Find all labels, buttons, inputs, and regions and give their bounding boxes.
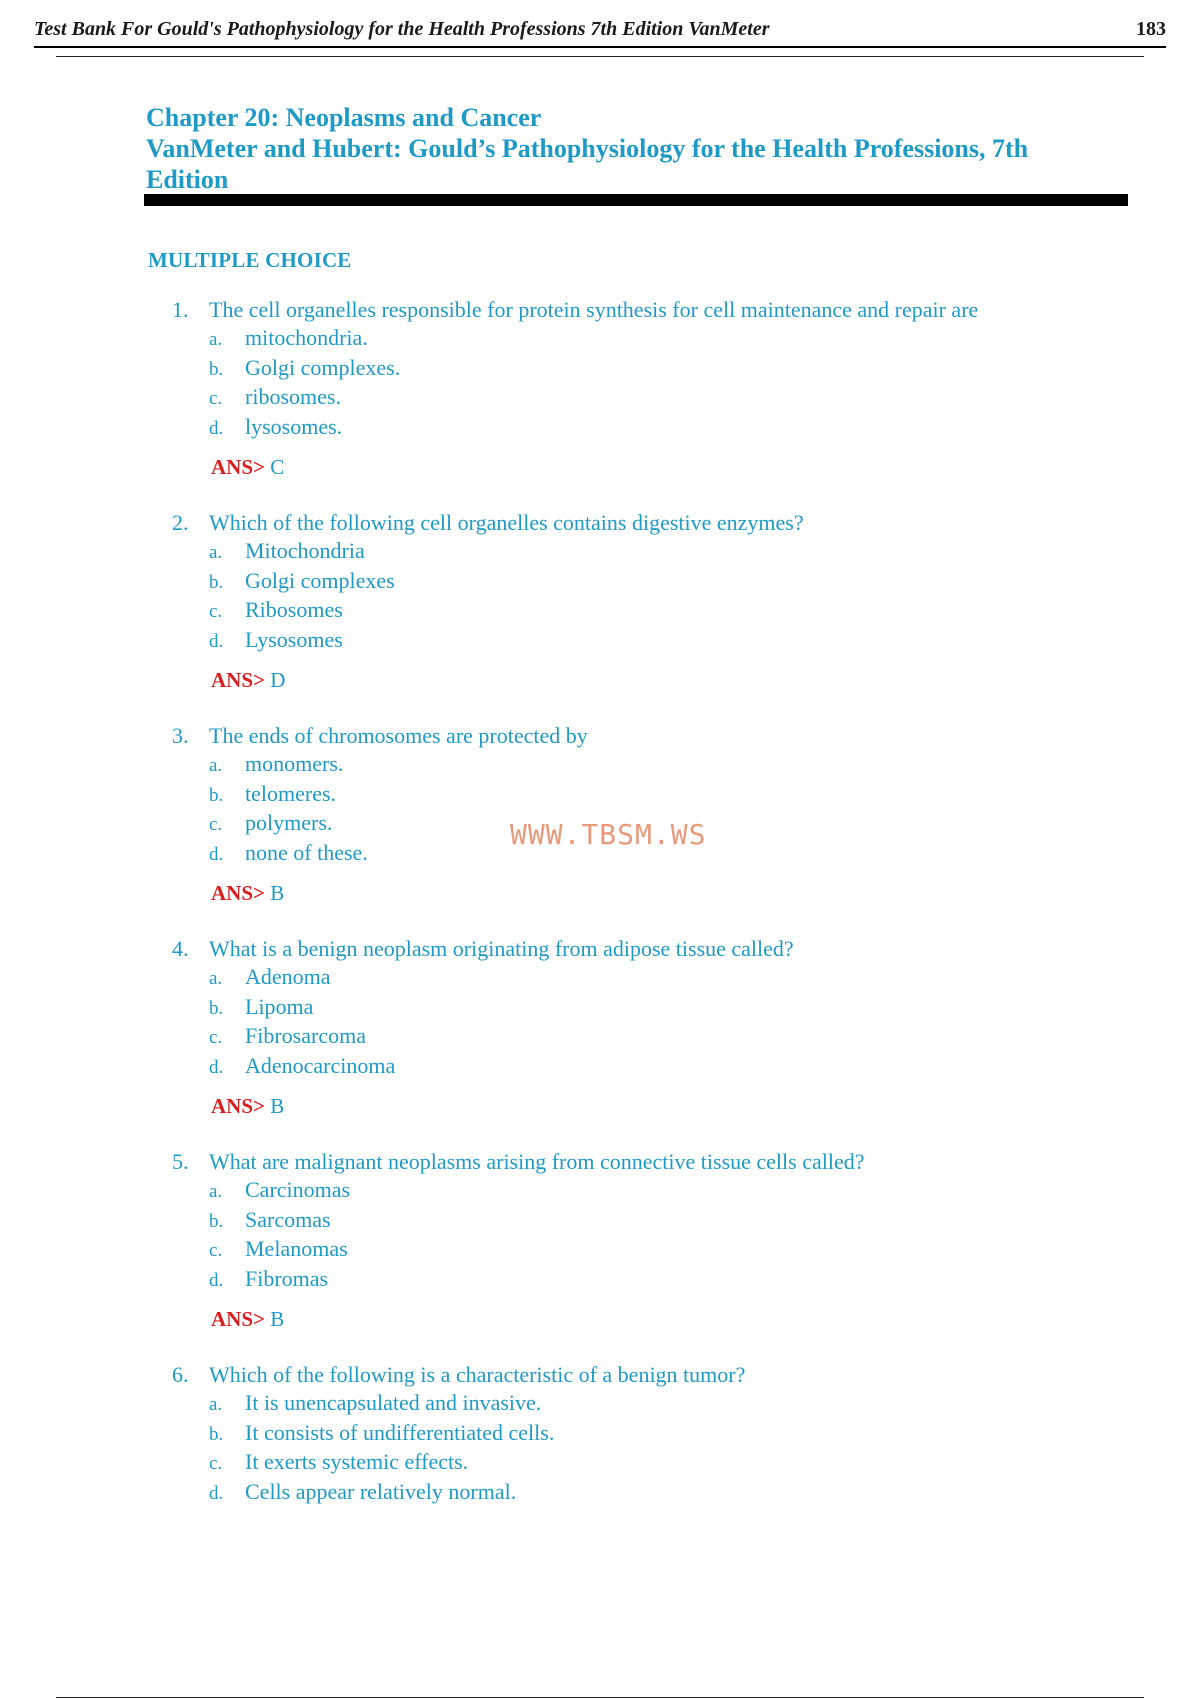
option-letter: d. (209, 630, 224, 652)
answer-value: B (270, 881, 285, 905)
option-text: polymers. (245, 810, 333, 835)
option-letter: c. (209, 1027, 223, 1048)
option-a (209, 537, 1072, 567)
question-number: 6. (172, 1362, 189, 1387)
page-number: 183 (1136, 18, 1166, 40)
answer-line (172, 1306, 1072, 1332)
question-number: 3. (172, 723, 189, 748)
question-stem (172, 296, 1072, 324)
header-divider (56, 56, 1144, 57)
running-header (34, 16, 1166, 48)
option-letter: c. (209, 1453, 223, 1474)
answer-line (172, 1093, 1072, 1119)
option-a (209, 963, 1072, 993)
option-text: It consists of undifferentiated cells. (245, 1419, 555, 1445)
book-title-line-continued: Edition (146, 165, 229, 194)
option-c (209, 1235, 1072, 1265)
option-text: monomers. (245, 751, 344, 776)
option-a (209, 750, 1072, 780)
option-c (209, 1448, 1072, 1478)
question-stem (172, 935, 1072, 963)
option-text: telomeres. (245, 780, 337, 806)
option-c (209, 383, 1072, 413)
option-text: ribosomes. (245, 384, 341, 409)
option-b (209, 354, 1072, 384)
option-letter: d. (209, 1269, 224, 1291)
option-letter: a. (209, 1394, 223, 1415)
option-text: Golgi complexes. (245, 354, 401, 380)
option-b (209, 993, 1072, 1023)
option-letter: c. (209, 601, 223, 622)
question-text: What are malignant neoplasms arising from connective tissue cells called? (209, 1149, 865, 1174)
option-d (209, 1265, 1072, 1295)
option-text: Fibrosarcoma (245, 1023, 366, 1048)
answer-line (172, 667, 1072, 693)
section-heading: MULTIPLE CHOICE (148, 248, 352, 272)
question-1 (172, 296, 1072, 480)
question-5 (172, 1148, 1072, 1332)
option-list (172, 1389, 1072, 1507)
option-text: Melanomas (245, 1236, 348, 1261)
question-text: The ends of chromosomes are protected by (209, 723, 588, 748)
book-title-line: VanMeter and Hubert: Gould’s Pathophysiology for the Health Professions, 7th (146, 134, 1029, 163)
option-letter: c. (209, 814, 223, 835)
question-stem (172, 509, 1072, 537)
option-list (172, 963, 1072, 1081)
option-letter: b. (209, 997, 224, 1019)
option-text: Cells appear relatively normal. (245, 1478, 517, 1504)
answer-line (172, 454, 1072, 480)
option-list (172, 1176, 1072, 1294)
option-letter: a. (209, 1181, 223, 1202)
option-letter: b. (209, 784, 224, 806)
answer-value: C (270, 455, 285, 479)
option-b (209, 780, 1072, 810)
question-number: 1. (172, 297, 189, 322)
option-letter: b. (209, 1423, 224, 1445)
question-3 (172, 722, 1072, 906)
question-6 (172, 1361, 1072, 1507)
answer-value: B (270, 1307, 285, 1331)
option-text: Adenoma (245, 964, 331, 989)
question-stem (172, 1148, 1072, 1176)
option-text: mitochondria. (245, 325, 368, 350)
answer-label: ANS> (211, 881, 265, 905)
option-list (172, 324, 1072, 442)
question-stem (172, 1361, 1072, 1389)
answer-value: B (270, 1094, 285, 1118)
option-text: Ribosomes (245, 597, 343, 622)
option-a (209, 324, 1072, 354)
question-2 (172, 509, 1072, 693)
question-list (172, 296, 1072, 1536)
option-list (172, 537, 1072, 655)
option-letter: d. (209, 843, 224, 865)
option-c (209, 1022, 1072, 1052)
option-letter: c. (209, 1240, 223, 1261)
chapter-divider-bar (144, 194, 1128, 206)
answer-value: D (270, 668, 286, 692)
option-text: It is unencapsulated and invasive. (245, 1390, 542, 1415)
option-a (209, 1176, 1072, 1206)
option-text: none of these. (245, 839, 368, 865)
option-text: Golgi complexes (245, 567, 395, 593)
option-d (209, 1478, 1072, 1508)
question-text: Which of the following is a characteristic of a benign tumor? (209, 1362, 746, 1387)
footer-divider (56, 1697, 1144, 1698)
question-4 (172, 935, 1072, 1119)
option-text: Mitochondria (245, 538, 365, 563)
option-text: It exerts systemic effects. (245, 1449, 469, 1474)
answer-label: ANS> (211, 1307, 265, 1331)
option-text: Lysosomes (245, 626, 343, 652)
option-letter: a. (209, 968, 223, 989)
option-text: Lipoma (245, 993, 314, 1019)
option-text: Adenocarcinoma (245, 1052, 396, 1078)
header-title: Test Bank For Gould's Pathophysiology for the Health Professions 7th Edition VanMeter (34, 18, 770, 40)
option-c (209, 596, 1072, 626)
question-number: 2. (172, 510, 189, 535)
watermark-text: WWW.TBSM.WS (510, 818, 707, 851)
option-b (209, 567, 1072, 597)
question-text: The cell organelles responsible for protein synthesis for cell maintenance and repair are (209, 297, 979, 322)
question-number: 5. (172, 1149, 189, 1174)
option-letter: b. (209, 571, 224, 593)
option-letter: d. (209, 417, 224, 439)
option-b (209, 1206, 1072, 1236)
question-number: 4. (172, 936, 189, 961)
option-letter: b. (209, 358, 224, 380)
option-text: Fibromas (245, 1265, 329, 1291)
option-letter: d. (209, 1482, 224, 1504)
option-d (209, 413, 1072, 443)
option-text: Sarcomas (245, 1206, 331, 1232)
answer-label: ANS> (211, 668, 265, 692)
question-text: Which of the following cell organelles contains digestive enzymes? (209, 510, 804, 535)
chapter-title-line: Chapter 20: Neoplasms and Cancer (146, 103, 542, 132)
question-text: What is a benign neoplasm originating from adipose tissue called? (209, 936, 794, 961)
option-letter: a. (209, 329, 223, 350)
option-letter: b. (209, 1210, 224, 1232)
answer-label: ANS> (211, 1094, 265, 1118)
option-letter: a. (209, 755, 223, 776)
option-d (209, 1052, 1072, 1082)
option-a (209, 1389, 1072, 1419)
answer-label: ANS> (211, 455, 265, 479)
option-b (209, 1419, 1072, 1449)
option-text: Carcinomas (245, 1177, 351, 1202)
chapter-title (146, 102, 1132, 195)
option-letter: a. (209, 542, 223, 563)
answer-line (172, 880, 1072, 906)
option-letter: d. (209, 1056, 224, 1078)
option-d (209, 626, 1072, 656)
option-text: lysosomes. (245, 413, 343, 439)
option-letter: c. (209, 388, 223, 409)
question-stem (172, 722, 1072, 750)
